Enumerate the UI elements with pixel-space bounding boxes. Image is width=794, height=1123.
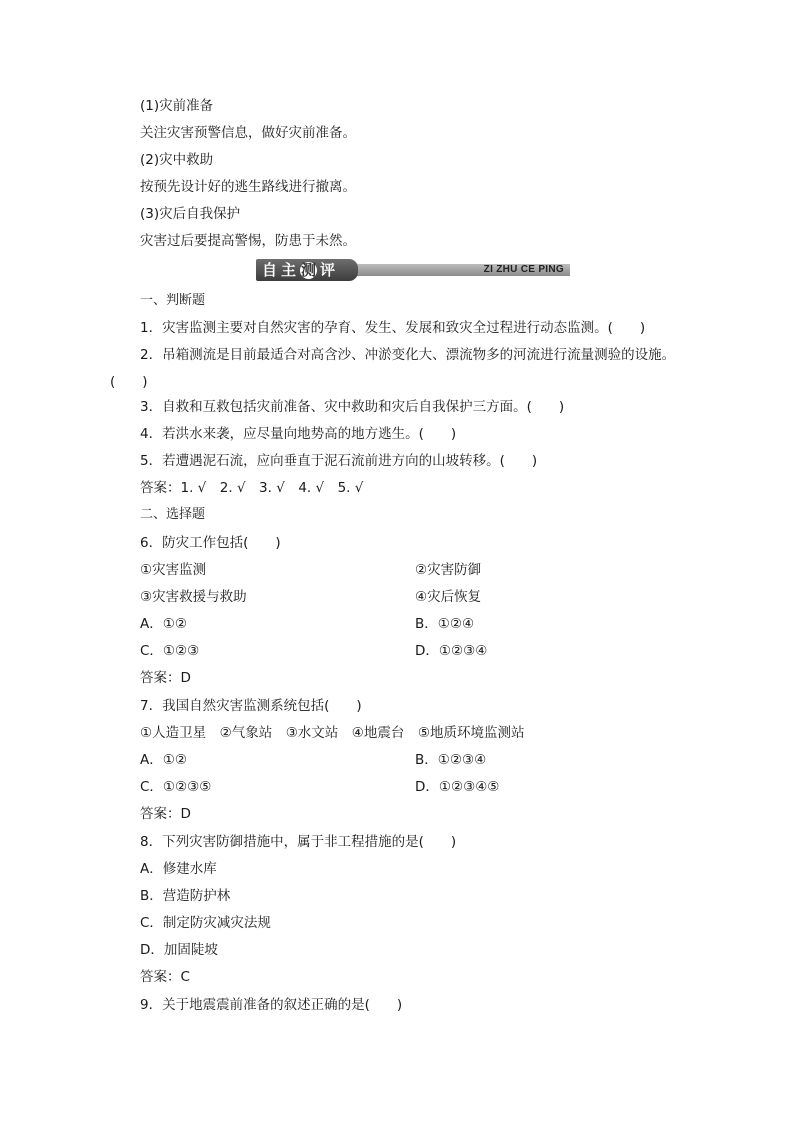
section1-answer: 答案：1. √ 2. √ 3. √ 4. √ 5. √ bbox=[140, 480, 364, 496]
q8-option-b: B．营造防护林 bbox=[140, 888, 231, 904]
q6-option-a: A．①② bbox=[140, 616, 187, 632]
question-5: 5．若遭遇泥石流，应向垂直于泥石流前进方向的山坡转移。( ) bbox=[140, 453, 538, 469]
q6-item-3: ③灾害救援与救助 bbox=[140, 589, 247, 605]
question-9: 9．关于地震震前准备的叙述正确的是( ) bbox=[140, 997, 403, 1013]
question-7: 7．我国自然灾害监测系统包括( ) bbox=[140, 698, 362, 714]
q7-items: ①人造卫星 ②气象站 ③水文站 ④地震台 ⑤地质环境监测站 bbox=[140, 725, 525, 741]
question-8: 8．下列灾害防御措施中，属于非工程措施的是( ) bbox=[140, 834, 457, 850]
banner-title-circle: 测 bbox=[301, 261, 317, 279]
banner-title-c: 评 bbox=[320, 261, 340, 279]
banner-subtitle: ZI ZHU CE PING bbox=[483, 264, 564, 275]
question-6: 6．防灾工作包括( ) bbox=[140, 535, 281, 551]
q6-item-2: ②灾害防御 bbox=[415, 562, 482, 578]
q6-item-1: ①灾害监测 bbox=[140, 562, 207, 578]
q6-option-b: B．①②④ bbox=[415, 616, 475, 632]
q8-option-d: D．加固陡坡 bbox=[140, 942, 218, 958]
intro-heading-3: (3)灾后自我保护 bbox=[140, 206, 241, 222]
question-3: 3．自救和互救包括灾前准备、灾中救助和灾后自我保护三方面。( ) bbox=[140, 399, 565, 415]
q7-option-b: B．①②③④ bbox=[415, 752, 487, 768]
intro-heading-2: (2)灾中救助 bbox=[140, 152, 214, 168]
q8-option-c: C．制定防灾减灾法规 bbox=[140, 915, 271, 931]
banner-title bbox=[262, 260, 339, 280]
q8-answer: 答案：C bbox=[140, 969, 190, 985]
intro-text-3: 灾害过后要提高警惕，防患于未然。 bbox=[140, 233, 356, 249]
q7-answer: 答案：D bbox=[140, 806, 191, 822]
q6-option-d: D．①②③④ bbox=[415, 643, 488, 659]
q6-option-c: C．①②③ bbox=[140, 643, 200, 659]
q7-option-d: D．①②③④⑤ bbox=[415, 779, 500, 795]
question-2-bracket: ( ) bbox=[110, 374, 148, 390]
section-banner bbox=[256, 259, 570, 281]
question-4: 4．若洪水来袭，应尽量向地势高的地方逃生。( ) bbox=[140, 426, 457, 442]
question-1: 1．灾害监测主要对自然灾害的孕育、发生、发展和致灾全过程进行动态监测。( ) bbox=[140, 320, 646, 336]
q7-option-a: A．①② bbox=[140, 752, 187, 768]
question-2: 2．吊箱测流是目前最适合对高含沙、冲淤变化大、漂流物多的河流进行流量测验的设施。 bbox=[140, 347, 676, 363]
q7-option-c: C．①②③⑤ bbox=[140, 779, 212, 795]
q6-answer: 答案：D bbox=[140, 670, 191, 686]
q6-item-4: ④灾后恢复 bbox=[415, 589, 482, 605]
q8-option-a: A．修建水库 bbox=[140, 861, 217, 877]
section2-heading: 二、选择题 bbox=[140, 507, 206, 522]
intro-heading-1: (1)灾前准备 bbox=[140, 98, 214, 114]
section1-heading: 一、判断题 bbox=[140, 293, 206, 308]
banner-title-block bbox=[256, 259, 358, 281]
intro-text-2: 按预先设计好的逃生路线进行撤离。 bbox=[140, 179, 356, 195]
banner-title-a: 自主 bbox=[262, 261, 301, 279]
intro-text-1: 关注灾害预警信息，做好灾前准备。 bbox=[140, 125, 356, 141]
